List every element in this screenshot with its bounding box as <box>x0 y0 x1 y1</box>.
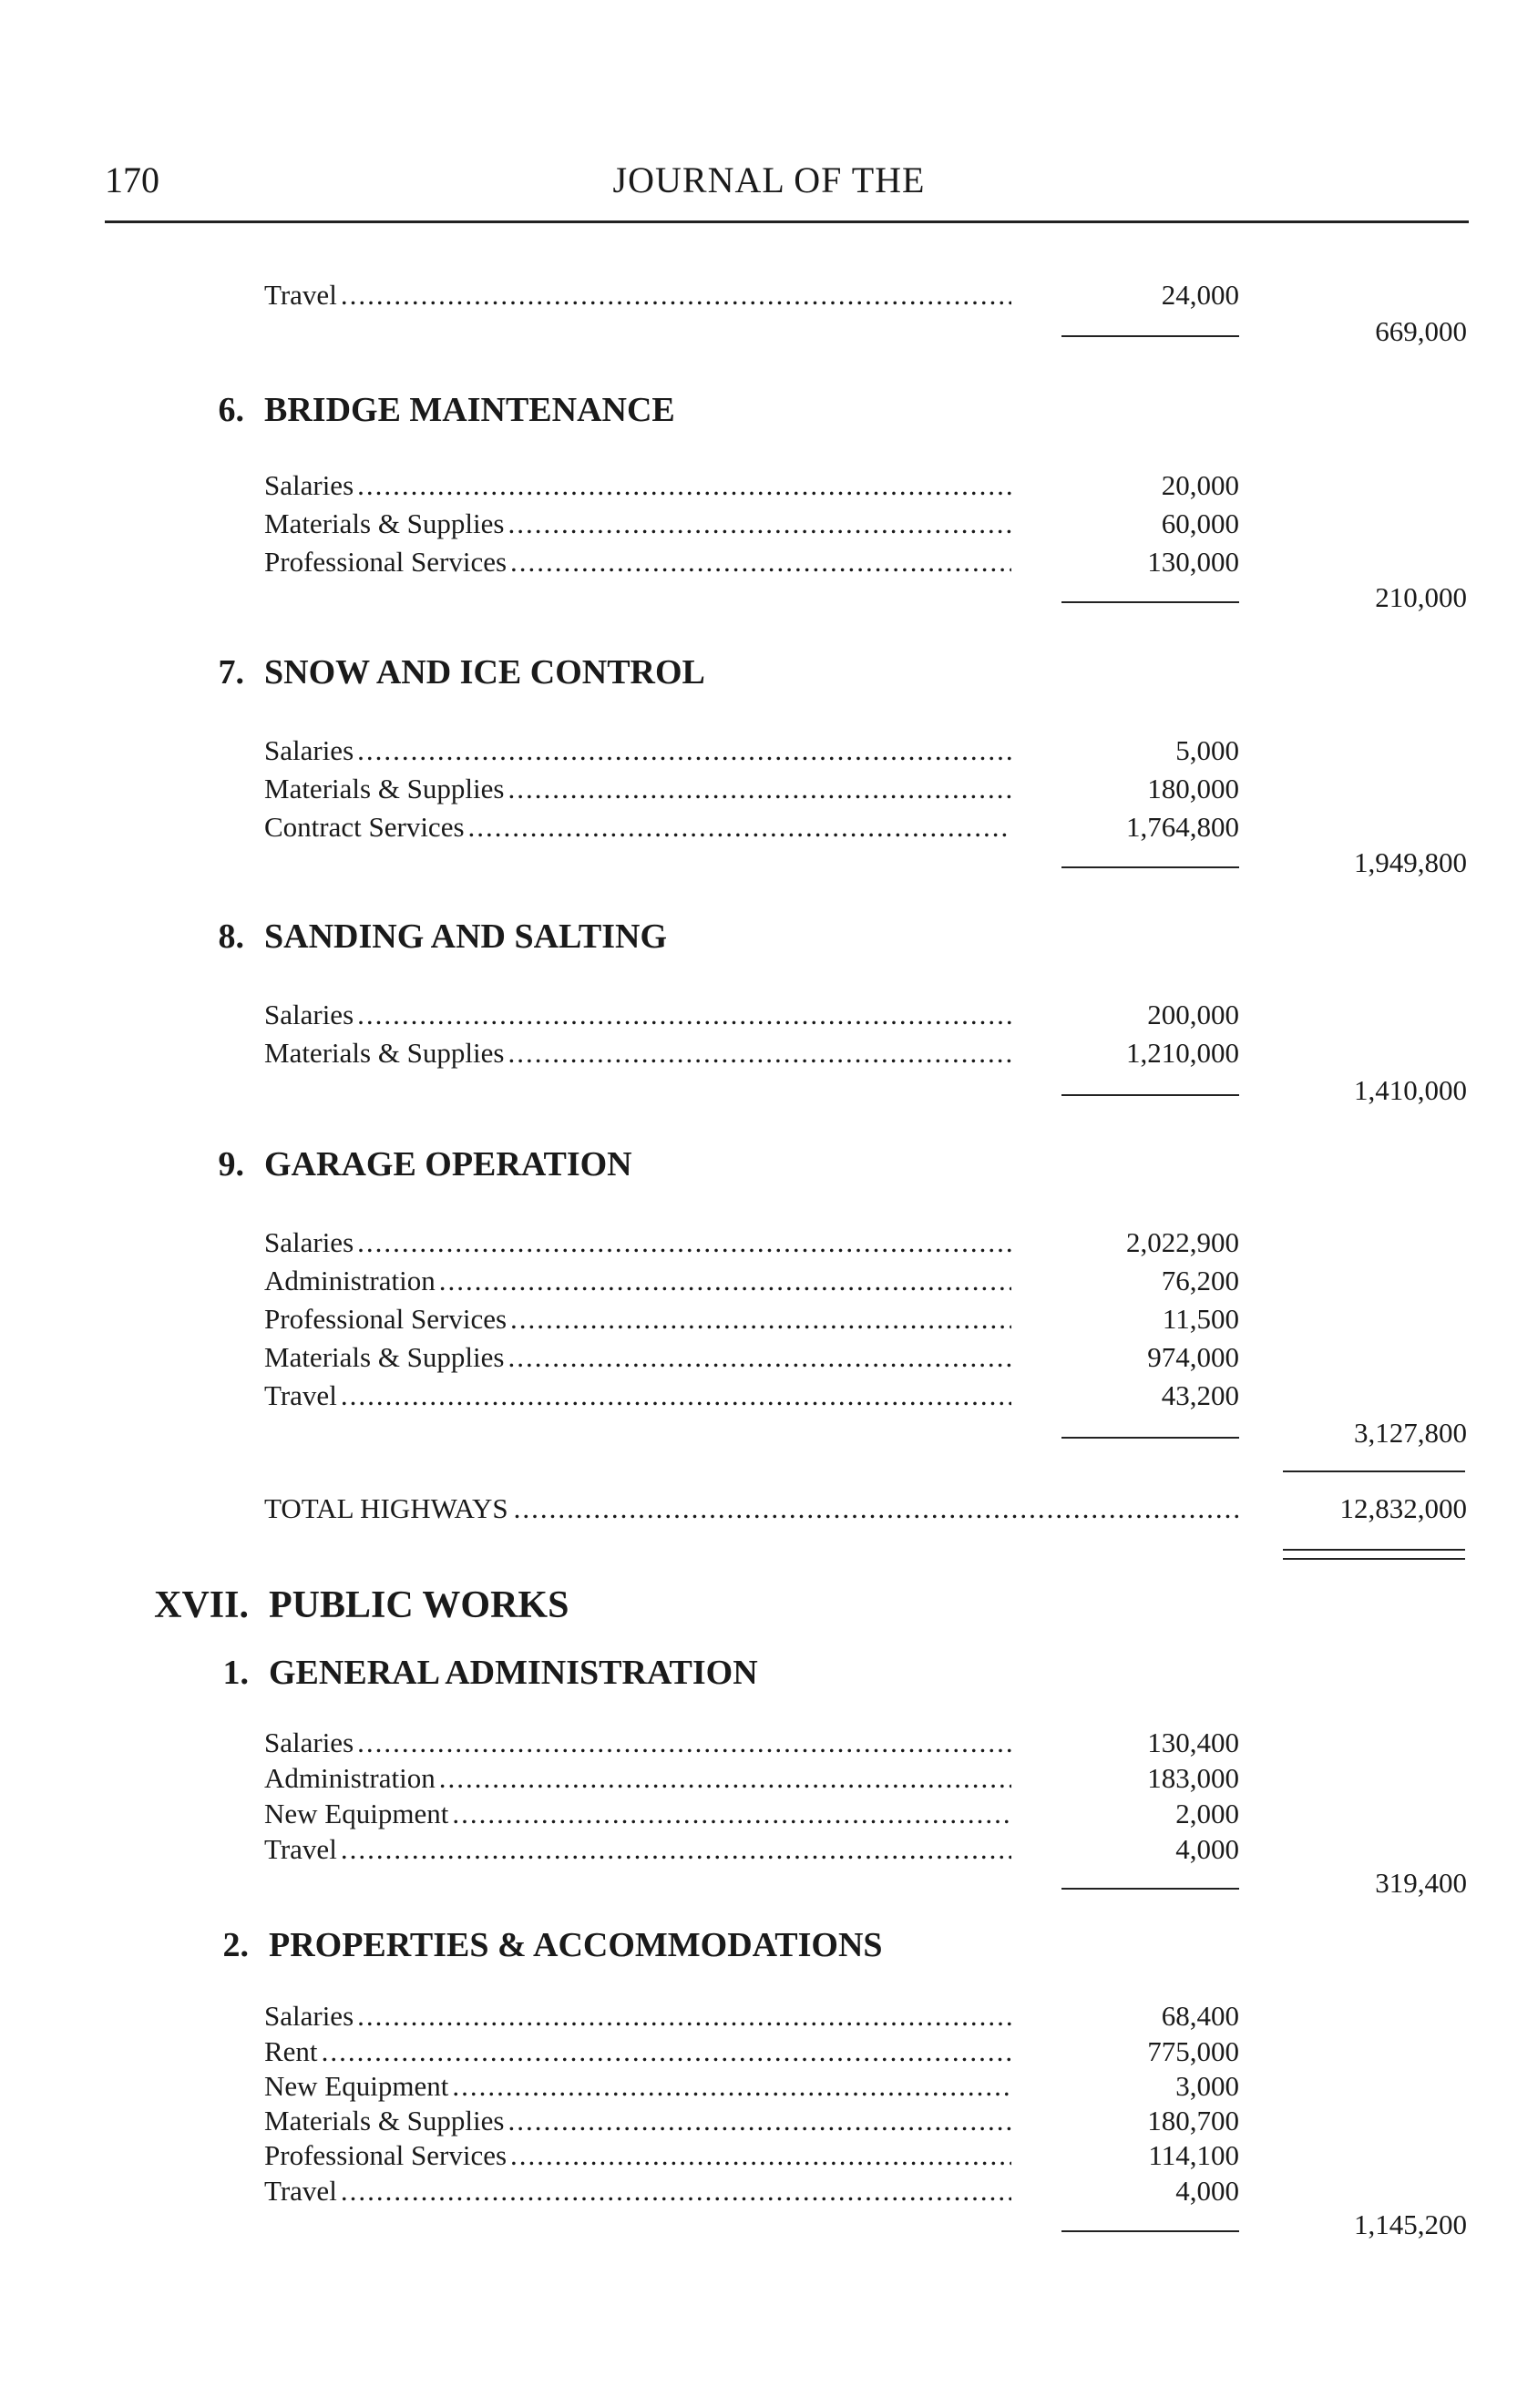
line-item <box>264 1265 1011 1297</box>
line-item-amount: 24,000 <box>1161 279 1239 311</box>
line-item <box>264 1798 1011 1830</box>
line-item-label: Administration <box>264 1265 436 1296</box>
line-item <box>264 734 1011 767</box>
subtotal-rule <box>1061 2230 1239 2232</box>
line-item-amount: 11,500 <box>1162 1303 1239 1335</box>
line-item-label: New Equipment <box>264 1798 449 1829</box>
double-rule-top <box>1283 1549 1465 1551</box>
line-item-amount: 4,000 <box>1175 1833 1239 1865</box>
line-item <box>264 1226 1011 1259</box>
line-item-amount: 76,200 <box>1161 1265 1239 1296</box>
line-item-label: Salaries <box>264 734 354 766</box>
line-item <box>264 2070 1011 2103</box>
line-item-label: Travel <box>264 1379 337 1411</box>
line-item-amount: 114,100 <box>1148 2139 1239 2171</box>
line-item-label: Salaries <box>264 1226 354 1258</box>
section-heading <box>218 390 675 430</box>
line-item-amount: 68,400 <box>1161 2000 1239 2032</box>
line-item-label: Administration <box>264 1762 436 1794</box>
line-item <box>264 2000 1011 2033</box>
header-rule <box>105 220 1469 223</box>
line-item-label: Travel <box>264 1833 337 1865</box>
section-title: GARAGE OPERATION <box>264 1145 632 1184</box>
line-item <box>264 1762 1011 1795</box>
grand-total-amount: 12,832,000 <box>1339 1492 1467 1524</box>
section-heading <box>218 1144 632 1184</box>
line-item <box>264 546 1011 579</box>
line-item-label: New Equipment <box>264 2070 449 2102</box>
line-item-label: Materials & Supplies <box>264 1341 505 1373</box>
line-item <box>264 1379 1011 1412</box>
section-title: BRIDGE MAINTENANCE <box>264 391 675 429</box>
line-item-label: Contract Services <box>264 811 465 843</box>
line-item <box>264 1341 1011 1374</box>
major-section-number: XVII. <box>154 1584 249 1626</box>
line-item <box>264 507 1011 540</box>
carryover-line-item <box>264 279 1011 312</box>
line-item-label: Professional Services <box>264 1303 508 1335</box>
subtotal-rule <box>1061 1437 1239 1439</box>
section-title: GENERAL ADMINISTRATION <box>269 1654 758 1692</box>
major-section-heading <box>154 1583 569 1627</box>
line-item-amount: 130,400 <box>1147 1727 1239 1758</box>
section-total: 669,000 <box>1375 315 1467 347</box>
section-total: 210,000 <box>1375 581 1467 613</box>
double-rule-bottom <box>1283 1558 1465 1560</box>
line-item-label: Professional Services <box>264 546 508 578</box>
section-number: 8. <box>218 917 244 956</box>
section-number: 2. <box>222 1926 249 1964</box>
line-item-label: Salaries <box>264 1727 354 1758</box>
line-item-amount: 5,000 <box>1175 734 1239 766</box>
line-item-label: Professional Services <box>264 2139 508 2171</box>
section-heading <box>218 917 668 957</box>
section-number: 6. <box>218 391 244 429</box>
line-item-amount: 1,210,000 <box>1126 1037 1239 1069</box>
line-item-label: Materials & Supplies <box>264 773 505 804</box>
line-item <box>264 773 1011 805</box>
line-item <box>264 2139 1011 2172</box>
subtotal-rule <box>1061 1094 1239 1096</box>
line-item <box>264 1833 1011 1866</box>
line-item <box>264 2175 1011 2208</box>
line-item <box>264 1037 1011 1070</box>
subtotal-rule <box>1061 601 1239 603</box>
section-heading <box>218 652 705 692</box>
line-item-amount: 180,700 <box>1147 2105 1239 2136</box>
section-title: SNOW AND ICE CONTROL <box>264 653 705 692</box>
section-number: 7. <box>218 653 244 692</box>
line-item-amount: 2,000 <box>1175 1798 1239 1829</box>
section-total: 319,400 <box>1375 1867 1467 1899</box>
section-title: SANDING AND SALTING <box>264 917 668 956</box>
line-item-label: Materials & Supplies <box>264 1037 505 1069</box>
line-item-amount: 974,000 <box>1147 1341 1239 1373</box>
section-title: PROPERTIES & ACCOMMODATIONS <box>269 1926 883 1964</box>
line-item <box>264 811 1011 844</box>
line-item <box>264 999 1011 1031</box>
section-number: 1. <box>222 1654 249 1692</box>
section-total: 1,949,800 <box>1354 846 1467 878</box>
line-item-amount: 2,022,900 <box>1126 1226 1239 1258</box>
line-item <box>264 2105 1011 2137</box>
line-item-amount: 775,000 <box>1147 2035 1239 2067</box>
page-number: 170 <box>105 159 159 200</box>
section-heading <box>222 1925 883 1965</box>
line-item-amount: 43,200 <box>1161 1379 1239 1411</box>
line-item <box>264 1727 1011 1759</box>
line-item <box>264 2035 1011 2068</box>
line-item-label: Salaries <box>264 469 354 501</box>
line-item-label: Salaries <box>264 999 354 1030</box>
line-item-label: Salaries <box>264 2000 354 2032</box>
line-item-amount: 1,764,800 <box>1126 811 1239 843</box>
line-item-amount: 4,000 <box>1175 2175 1239 2207</box>
line-item-amount: 60,000 <box>1161 507 1239 539</box>
line-item-amount: 200,000 <box>1147 999 1239 1030</box>
line-item-amount: 20,000 <box>1161 469 1239 501</box>
subtotal-rule <box>1061 866 1239 868</box>
line-item-label: Rent <box>264 2035 318 2067</box>
subtotal-rule <box>1061 1888 1239 1890</box>
grand-total-row <box>264 1492 1239 1525</box>
line-item-label: Materials & Supplies <box>264 507 505 539</box>
section-number: 9. <box>218 1145 244 1184</box>
line-item-amount: 130,000 <box>1147 546 1239 578</box>
running-head: JOURNAL OF THE <box>612 159 926 200</box>
line-item-amount: 183,000 <box>1147 1762 1239 1794</box>
section-total: 3,127,800 <box>1354 1417 1467 1449</box>
line-item-label: Materials & Supplies <box>264 2105 505 2136</box>
line-item <box>264 1303 1011 1336</box>
grand-total-label: TOTAL HIGHWAYS <box>264 1492 508 1524</box>
subtotal-rule <box>1061 335 1239 337</box>
section-heading <box>222 1653 758 1693</box>
line-item-label: Travel <box>264 2175 337 2207</box>
total-rule <box>1283 1470 1465 1472</box>
line-item-amount: 180,000 <box>1147 773 1239 804</box>
line-item-amount: 3,000 <box>1175 2070 1239 2102</box>
major-section-title: PUBLIC WORKS <box>269 1584 569 1626</box>
section-total: 1,410,000 <box>1354 1074 1467 1106</box>
line-item <box>264 469 1011 502</box>
section-total: 1,145,200 <box>1354 2208 1467 2240</box>
line-item-label: Travel <box>264 279 337 311</box>
